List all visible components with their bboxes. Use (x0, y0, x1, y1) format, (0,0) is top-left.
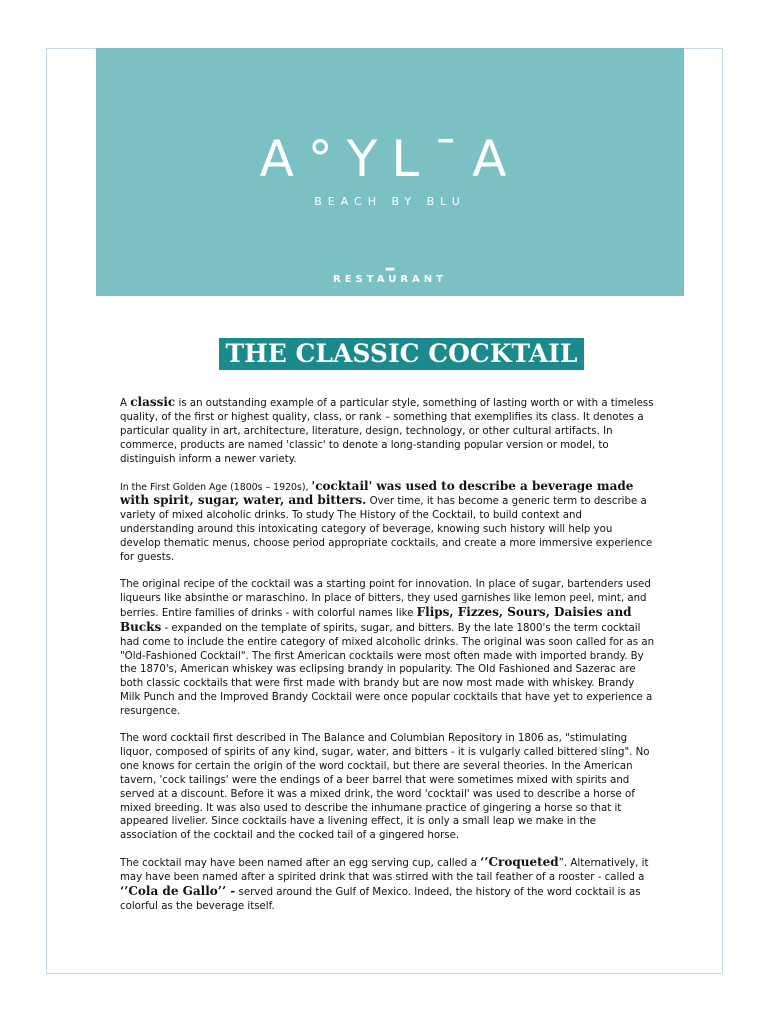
p3-text-a: The original recipe of the cocktail was a starting point for innovation. In place of sugar, bartenders used liqueurs like absinthe or maraschino. In place of bitters, they used garnishes like lemon peel, mint, and berries. Entire families of drinks - with colorful names like (120, 578, 651, 619)
p5-text-c: ”. Alternatively, it may have been named after a spirited drink that was stirred with the tail feather of a rooster - called a (120, 858, 649, 884)
p1-text-a: A (120, 398, 131, 409)
p3-emphasis: Flips, Fizzes, Sours, Daisies and Bucks (120, 604, 632, 634)
page-title: THE CLASSIC COCKTAIL (219, 338, 584, 370)
p5-emphasis-2: ‘’Cola de Gallo’’ - (120, 884, 236, 899)
brand-tagline: BEACH BY BLU (314, 195, 466, 208)
p5-text-e: served around the Gulf of Mexico. Indeed, the history of the word cocktail is as colorful as the beverage itself. (120, 887, 641, 912)
p1-emphasis: classic (130, 395, 176, 409)
article-body (120, 396, 656, 927)
p5-text-a: The cocktail may have been named after an egg serving cup, called a (120, 858, 481, 870)
p1-text-c: is an outstanding example of a particular style, something of lasting worth or with a timeless quality, of the first or highest quality, class, or rank – something that exemplifies its class. It denotes a particular quality in art, architecture, literature, design, technology, or other cultural artifacts. In commerce, products are named 'classic' to denote a long-standing popular version or model, to distinguish inform a newer variety. (120, 398, 654, 465)
paragraph-1 (120, 396, 656, 467)
p5-emphasis-1: ‘’Croqueted (480, 855, 559, 870)
paragraph-5 (120, 856, 656, 914)
p2-emphasis: 'cocktail' was used to describe a beverage made with spirit, sugar, water, and bitters. (120, 478, 634, 508)
paragraph-3 (120, 578, 656, 719)
paragraph-2 (120, 480, 656, 565)
p2-text-c: Over time, it has become a generic term to describe a variety of mixed alcoholic drinks. To study The History of the Cocktail, to build context and understanding around this intoxicating category of beverage, knowing such history will help you develop thematic menus, choose period appropriate cocktails, and create a more immersive experience for guests. (120, 496, 653, 564)
brand-logo: A°YL¯A (259, 130, 521, 188)
header-banner (96, 48, 684, 296)
p2-text-a: In the First Golden Age (1800s – 1920s), (120, 481, 312, 493)
header-dash: – (384, 256, 396, 281)
section-label: RESTAURANT (333, 274, 447, 285)
paragraph-4: The word cocktail first described in The Balance and Columbian Repository in 1806 as, "stimulating liquor, composed of spirits of any kind, sugar, water, and bitters - it is vulgarly called bittered sling". No one knows for certain the origin of the word cocktail, but there are several theories. In the American tavern, 'cock tailings' were the endings of a beer barrel that were sometimes mixed with spirits and served at a discount. Before it was a mixed drink, the word 'cocktail' was used to describe a horse of mixed breeding. It was also used to describe the inhumane practice of gingering a horse so that it appeared livelier. Since cocktails have a livening effect, it is only a small leap we make in the association of the cocktail and the cocked tail of a gingered horse. (120, 733, 650, 842)
p3-text-c: - expanded on the template of spirits, sugar, and bitters. By the late 1800's the term cocktail had come to include the entire category of mixed alcoholic drinks. The original was soon called for as an "Old-Fashioned Cocktail". The first American cocktails were most often made with imported brandy. By the 1870's, American whiskey was eclipsing brandy in popularity. The Old Fashioned and Sazerac are both classic cocktails that were first made with brandy but are now most made with whiskey. Brandy Milk Punch and the Improved Brandy Cocktail were once popular cocktails that have yet to experience a resurgence. (120, 622, 655, 718)
